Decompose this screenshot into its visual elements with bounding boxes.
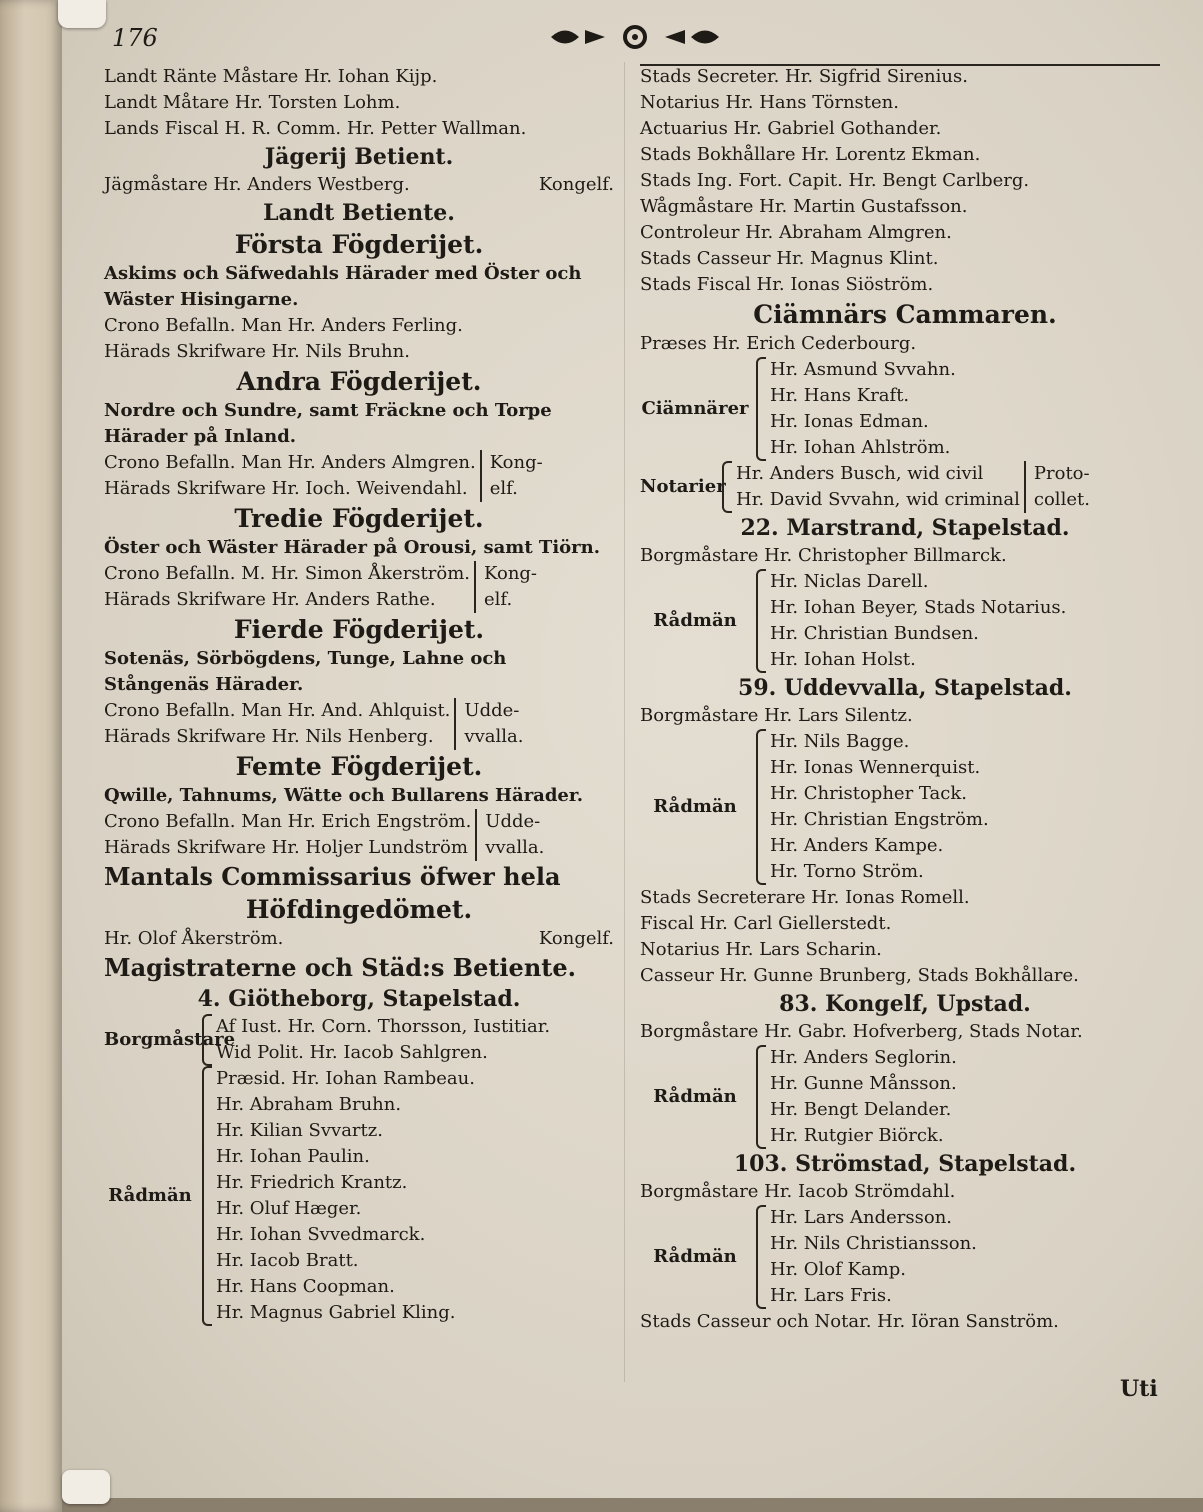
- town-heading: 22. Marstrand, Stapelstad.: [740, 515, 1070, 541]
- entry: Hr. Anders Seglorin.: [770, 1047, 957, 1068]
- entry: Stads Secreter. Hr. Sigfrid Sirenius.: [640, 66, 968, 87]
- town-heading: 4. Giötheborg, Stapelstad.: [197, 986, 521, 1012]
- officer-group: [104, 698, 614, 750]
- district-line: Nordre och Sundre, samt Fräckne och Torpe Härader på Inland.: [104, 400, 552, 447]
- entry-place: Kongelf.: [538, 174, 614, 195]
- page-number: 176: [112, 24, 158, 52]
- section-heading: Femte Fögderijet.: [235, 752, 483, 781]
- section-heading: Ciämnärs Cammaren.: [753, 300, 1057, 329]
- brace: [756, 729, 766, 885]
- officer-group: [104, 561, 614, 613]
- entry: Stads Bokhållare Hr. Lorentz Ekman.: [640, 144, 981, 165]
- entry: Landt Måtare Hr. Torsten Lohm.: [104, 92, 401, 113]
- note-part: Proto-: [1033, 463, 1090, 484]
- entry: Hr. Christian Engström.: [770, 809, 989, 830]
- entry: Hr. Rutgier Biörck.: [770, 1125, 944, 1146]
- group-items: [770, 357, 956, 461]
- brace: [202, 1066, 212, 1326]
- entry: Hr. Nils Christiansson.: [770, 1233, 977, 1254]
- entry: Crono Befalln. Man Hr. Anders Almgren.: [104, 452, 476, 473]
- section-heading: Magistraterne och Städ:s Betiente.: [104, 953, 576, 982]
- entry: Controleur Hr. Abraham Almgren.: [640, 222, 952, 243]
- entry: Hr. Torno Ström.: [770, 861, 924, 882]
- entry: Hr. Iohan Holst.: [770, 649, 916, 670]
- entry: Præsid. Hr. Iohan Rambeau.: [216, 1068, 475, 1089]
- entry: Hr. Gunne Månsson.: [770, 1073, 957, 1094]
- entry: Wid Polit. Hr. Iacob Sahlgren.: [216, 1042, 488, 1063]
- entry-place: Kongelf.: [538, 928, 614, 949]
- left-column: [104, 64, 614, 1326]
- entry: Stads Fiscal Hr. Ionas Siöström.: [640, 274, 934, 295]
- town-heading: 103. Strömstad, Stapelstad.: [733, 1151, 1077, 1177]
- section-heading: Tredie Fögderijet.: [234, 504, 484, 533]
- entry: Hr. Asmund Svvahn.: [770, 359, 956, 380]
- group-label: Notarier: [640, 476, 726, 497]
- brace: [202, 1014, 212, 1066]
- page-clip-bottom: [62, 1470, 110, 1504]
- notarier-group: [640, 461, 1170, 513]
- town-heading: 83. Kongelf, Upstad.: [779, 991, 1031, 1017]
- district-line: Öster och Wäster Härader på Orousi, samt Tiörn.: [104, 537, 600, 558]
- entry: Crono Befalln. Man Hr. And. Ahlquist.: [104, 700, 451, 721]
- entry: [104, 172, 614, 198]
- place-part: vvalla.: [485, 837, 545, 858]
- group-place: [474, 561, 537, 613]
- entry: Hr. Niclas Darell.: [770, 571, 929, 592]
- group-items: [104, 698, 450, 750]
- entry: Hr. Anders Kampe.: [770, 835, 944, 856]
- place-part: elf.: [489, 478, 518, 499]
- place-part: elf.: [484, 589, 513, 610]
- entry: Crono Befalln. Man Hr. Erich Engström.: [104, 811, 472, 832]
- entry: Af Iust. Hr. Corn. Thorsson, Iustitiar.: [216, 1016, 551, 1037]
- entry: Hr. Hans Coopman.: [216, 1276, 395, 1297]
- entry: Landt Ränte Måstare Hr. Iohan Kijp.: [104, 66, 438, 87]
- group-items: [770, 729, 989, 885]
- group-label: Rådmän: [653, 796, 737, 817]
- catchword: Uti: [1120, 1376, 1158, 1402]
- place-part: Kong-: [489, 452, 543, 473]
- entry: [104, 926, 614, 952]
- entry: Hr. Ionas Edman.: [770, 411, 929, 432]
- entry: Hr. Iohan Svvedmarck.: [216, 1224, 426, 1245]
- section-heading: Andra Fögderijet.: [236, 367, 482, 396]
- group-label: Ciämnärer: [641, 398, 749, 419]
- entry: Lands Fiscal H. R. Comm. Hr. Petter Wallman.: [104, 118, 527, 139]
- entry: Hr. Christopher Tack.: [770, 783, 967, 804]
- brace: [756, 1205, 766, 1309]
- entry: Hr. David Svvahn, wid criminal: [736, 489, 1020, 510]
- section-heading: Höfdingedömet.: [245, 895, 473, 924]
- entry: Hr. Hans Kraft.: [770, 385, 910, 406]
- group-items: [770, 1205, 977, 1309]
- brace: [756, 357, 766, 461]
- entry: Notarius Hr. Lars Scharin.: [640, 939, 882, 960]
- entry: Hr. Iacob Bratt.: [216, 1250, 359, 1271]
- section-heading: Första Fögderijet.: [234, 230, 484, 259]
- officer-group: [104, 809, 614, 861]
- place-part: Udde-: [485, 811, 541, 832]
- entry: Hr. Oluf Hæger.: [216, 1198, 362, 1219]
- entry: Crono Befalln. M. Hr. Simon Åkerström.: [104, 563, 471, 584]
- group-items: [770, 1045, 957, 1149]
- group-note: [1024, 461, 1090, 513]
- entry: Hr. Lars Fris.: [770, 1285, 892, 1306]
- entry: Hr. Kilian Svvartz.: [216, 1120, 383, 1141]
- entry-text: Hr. Olof Åkerström.: [104, 928, 284, 949]
- entry: Hr. Friedrich Krantz.: [216, 1172, 408, 1193]
- entry: Hr. Anders Busch, wid civil: [736, 463, 984, 484]
- place-part: vvalla.: [464, 726, 524, 747]
- radman-group: [640, 729, 1170, 885]
- page-clip-top: [58, 0, 106, 28]
- group-items: [104, 809, 471, 861]
- group-items: [736, 461, 1020, 513]
- radman-group: [640, 1205, 1170, 1309]
- entry: Hr. Iohan Beyer, Stads Notarius.: [770, 597, 1067, 618]
- group-label: Borgmåstare: [104, 1029, 236, 1050]
- group-items: [216, 1066, 475, 1326]
- entry: Hr. Christian Bundsen.: [770, 623, 979, 644]
- entry: Stads Casseur och Notar. Hr. Iöran Sanström.: [640, 1311, 1059, 1332]
- group-place: [475, 809, 544, 861]
- radman-group: [104, 1066, 614, 1326]
- group-label: Rådmän: [653, 1086, 737, 1107]
- borgmastare-group: [104, 1014, 614, 1066]
- place-part: Kong-: [484, 563, 538, 584]
- entry: Stads Ing. Fort. Capit. Hr. Bengt Carlberg.: [640, 170, 1030, 191]
- entry: Hr. Iohan Ahlström.: [770, 437, 951, 458]
- entry: Præses Hr. Erich Cederbourg.: [640, 333, 917, 354]
- section-heading: Fierde Fögderijet.: [233, 615, 485, 644]
- page-edge: [0, 0, 62, 1512]
- entry: Hr. Nils Bagge.: [770, 731, 910, 752]
- entry: Fiscal Hr. Carl Giellerstedt.: [640, 913, 892, 934]
- district-line: Askims och Säfwedahls Härader med Öster och Wäster Hisingarne.: [104, 263, 582, 310]
- entry: Borgmåstare Hr. Lars Silentz.: [640, 705, 913, 726]
- entry-text: Jägmåstare Hr. Anders Westberg.: [104, 174, 410, 195]
- entry: Hr. Lars Andersson.: [770, 1207, 953, 1228]
- entry: Borgmåstare Hr. Christopher Billmarck.: [640, 545, 1007, 566]
- entry: Wågmåstare Hr. Martin Gustafsson.: [640, 196, 968, 217]
- entry: Hr. Bengt Delander.: [770, 1099, 952, 1120]
- group-label: Rådmän: [653, 610, 737, 631]
- radman-group: [640, 569, 1170, 673]
- group-items: [104, 561, 470, 613]
- brace: [756, 569, 766, 673]
- place-part: Udde-: [464, 700, 520, 721]
- entry: Stads Casseur Hr. Magnus Klint.: [640, 248, 939, 269]
- entry: Casseur Hr. Gunne Brunberg, Stads Bokhållare.: [640, 965, 1079, 986]
- column-divider: [624, 62, 625, 1382]
- entry: Actuarius Hr. Gabriel Gothander.: [640, 118, 942, 139]
- group-place: [454, 698, 523, 750]
- entry: Crono Befalln. Man Hr. Anders Ferling.: [104, 315, 463, 336]
- group-label: Rådmän: [108, 1185, 192, 1206]
- entry: Borgmåstare Hr. Iacob Strömdahl.: [640, 1181, 956, 1202]
- radman-group: [640, 1045, 1170, 1149]
- entry: Hr. Ionas Wennerquist.: [770, 757, 981, 778]
- district-line: Sotenäs, Sörbögdens, Tunge, Lahne och Stångenäs Härader.: [104, 648, 507, 695]
- entry: Hr. Abraham Bruhn.: [216, 1094, 402, 1115]
- brace: [756, 1045, 766, 1149]
- officer-group: [104, 450, 614, 502]
- entry: Stads Secreterare Hr. Ionas Romell.: [640, 887, 970, 908]
- district-line: Qwille, Tahnums, Wätte och Bullarens Härader.: [104, 785, 583, 806]
- entry: Härads Skrifware Hr. Holjer Lundström: [104, 837, 468, 858]
- section-heading: Jägerij Betient.: [264, 144, 454, 170]
- entry: Hr. Iohan Paulin.: [216, 1146, 370, 1167]
- group-items: [104, 450, 476, 502]
- entry: Härads Skrifware Hr. Anders Rathe.: [104, 589, 436, 610]
- group-items: [216, 1014, 550, 1066]
- town-heading: 59. Uddevvalla, Stapelstad.: [738, 675, 1072, 701]
- group-label: Rådmän: [653, 1246, 737, 1267]
- section-heading: Landt Betiente.: [263, 200, 455, 226]
- entry: Härads Skrifware Hr. Nils Bruhn.: [104, 341, 410, 362]
- note-part: collet.: [1033, 489, 1090, 510]
- right-column: [640, 64, 1170, 1335]
- entry: Härads Skrifware Hr. Nils Henberg.: [104, 726, 434, 747]
- entry: Borgmåstare Hr. Gabr. Hofverberg, Stads Notar.: [640, 1021, 1083, 1042]
- group-place: [480, 450, 543, 502]
- ciamnar-group: [640, 357, 1170, 461]
- entry: Hr. Magnus Gabriel Kling.: [216, 1302, 456, 1323]
- header-ornament: [545, 20, 725, 54]
- entry: Notarius Hr. Hans Törnsten.: [640, 92, 899, 113]
- entry: Härads Skrifware Hr. Ioch. Weivendahl.: [104, 478, 468, 499]
- brace: [722, 461, 732, 513]
- group-items: [770, 569, 1066, 673]
- section-heading: Mantals Commissarius öfwer hela: [104, 862, 561, 891]
- entry: Hr. Olof Kamp.: [770, 1259, 906, 1280]
